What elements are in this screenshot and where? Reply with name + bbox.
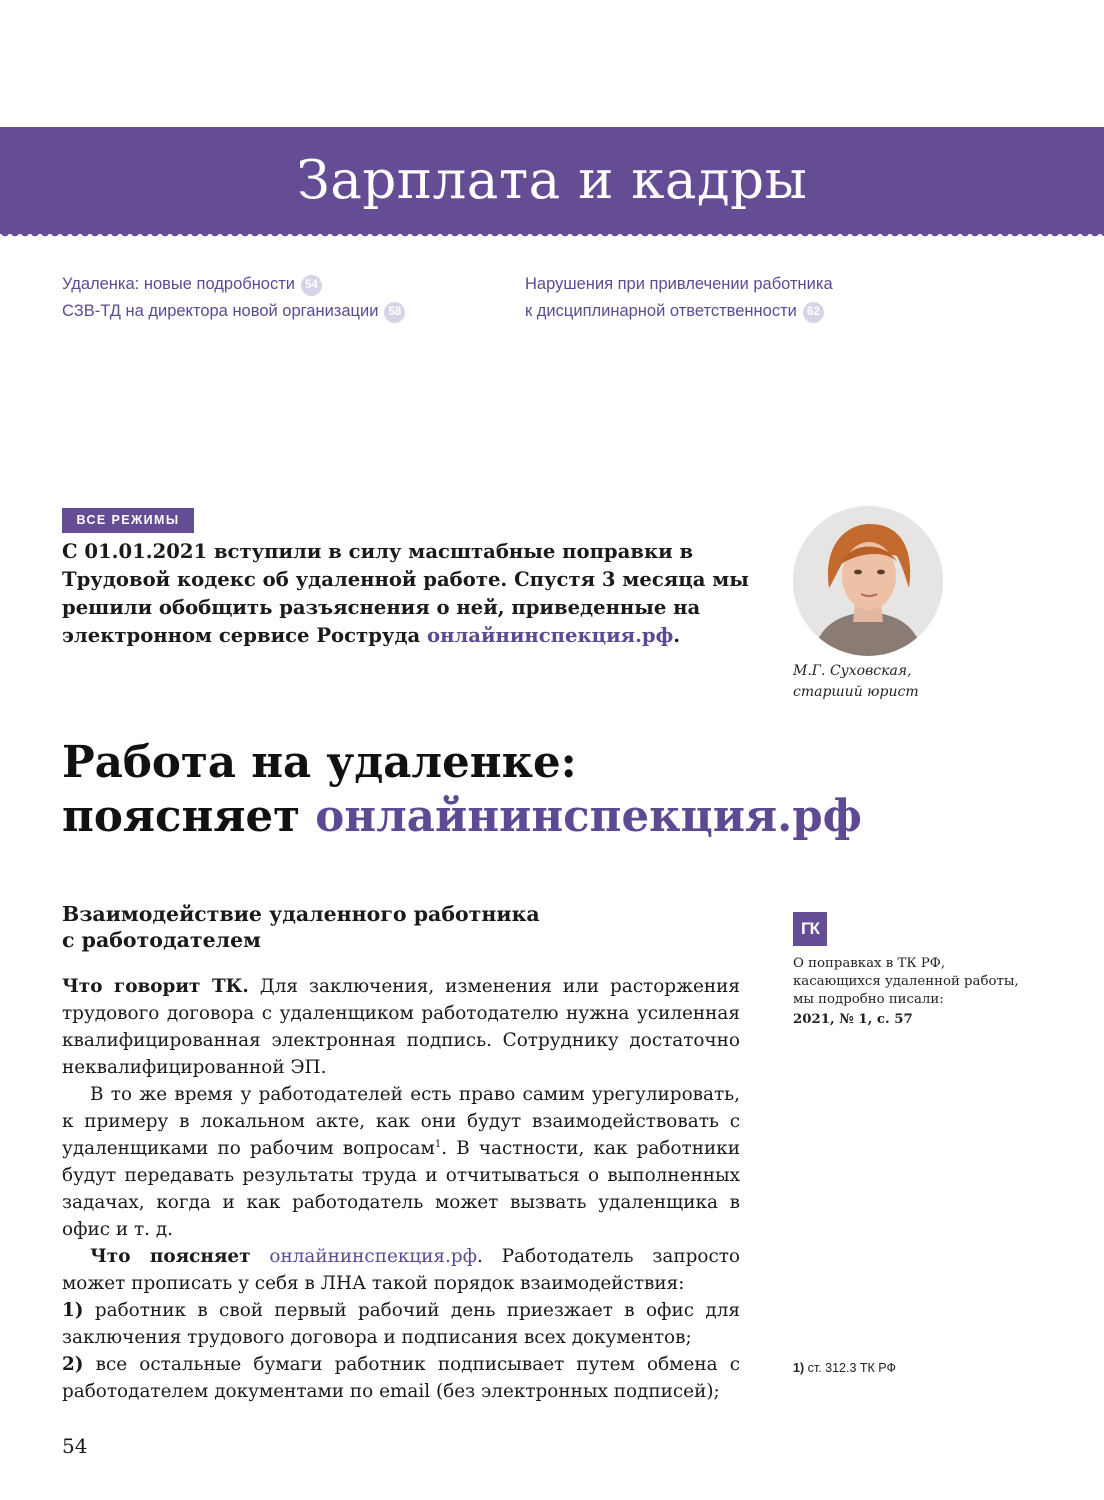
toc-item-label: Нарушения при привлечении работника <box>525 275 833 293</box>
gk-logo-icon: ГК <box>793 912 827 946</box>
paragraph-text: . В частности, как работники будут передавать результаты труда и отчитываться о выполненных задачах, когда и как работодатель может вызвать удаленщика в офис и т. д. <box>62 1138 740 1240</box>
toc-item-label: СЗВ-ТД на директора новой организации <box>62 302 379 320</box>
author-portrait-icon <box>793 506 943 656</box>
paragraph-text: Для заключения, изменения или расторжения трудового договора с удаленщиком работодателю нужна усиленная квалифицированная электронная подпись. Сотруднику достаточно неквалифицированной ЭП. <box>62 976 740 1078</box>
paragraph <box>62 1081 740 1243</box>
list-item <box>62 1351 740 1405</box>
author-caption <box>793 661 993 703</box>
subheading-line1: Взаимодействие удаленного работника <box>62 902 540 926</box>
toc-page-badge: 54 <box>301 275 322 296</box>
subheading-line2: с работодателем <box>62 928 261 952</box>
article-body <box>62 973 740 1405</box>
lead-link[interactable]: онлайнинспекция.рф <box>427 624 674 647</box>
paragraph-link[interactable]: онлайнинспекция.рф <box>269 1246 478 1267</box>
author-name: М.Г. Суховская, <box>793 663 912 679</box>
footnote-text: ст. 312.3 ТК РФ <box>804 1361 896 1375</box>
toc-item-remote-work[interactable] <box>62 273 322 296</box>
toc-page-badge: 58 <box>384 302 405 323</box>
footnote <box>793 1360 1033 1376</box>
paragraph-text: . Работодатель запросто может прописать у себя в ЛНА такой порядок взаимодействия: <box>62 1246 740 1294</box>
lead-paragraph <box>62 538 762 650</box>
article-title-link[interactable]: онлайнинспекция.рф <box>315 791 862 842</box>
toc-page-badge: 62 <box>803 302 824 323</box>
section-banner <box>0 127 1104 234</box>
article-title-line1: Работа на удаленке: <box>62 737 577 788</box>
page-number: 54 <box>62 1434 88 1458</box>
toc-item-szv-td[interactable] <box>62 300 405 323</box>
paragraph-lead: Что говорит ТК. <box>62 976 249 997</box>
lead-end: . <box>673 624 681 647</box>
paragraph <box>62 973 740 1081</box>
category-tag: ВСЕ РЕЖИМЫ <box>62 508 194 533</box>
sidebar-note <box>793 955 1033 1029</box>
list-item-number: 1) <box>62 1300 84 1321</box>
list-item-text: работник в свой первый рабочий день приезжает в офис для заключения трудового договора и подписания всех документов; <box>62 1300 740 1348</box>
paragraph <box>62 1243 740 1297</box>
article-title <box>62 736 1022 844</box>
paragraph-lead: Что поясняет <box>90 1246 251 1267</box>
sidebar-note-text: О поправках в ТК РФ, касающихся удаленной работы, мы подробно писали: <box>793 956 1019 1007</box>
footnote-marker[interactable]: 1 <box>434 1139 442 1150</box>
toc-item-label: к дисциплинарной ответственности <box>525 302 797 320</box>
footnote-number: 1) <box>793 1361 805 1375</box>
section-title: Зарплата и кадры <box>296 150 808 211</box>
sidebar-reference[interactable]: 2021, № 1, с. 57 <box>793 1012 913 1027</box>
toc-item-label: Удаленка: новые подробности <box>62 275 296 293</box>
section-subheading <box>62 901 662 953</box>
list-item-number: 2) <box>62 1354 84 1375</box>
paragraph-text: В то же время у работодателей есть право самим урегулировать, к примеру в локальном акте, как они будут взаимодействовать с удаленщиками по рабочим вопросам <box>62 1084 740 1159</box>
toc-item-discipline[interactable] <box>525 273 833 323</box>
author-position: старший юрист <box>793 684 919 700</box>
list-item <box>62 1297 740 1351</box>
list-item-text: все остальные бумаги работник подписывает путем обмена с работодателем документами по email (без электронных подписей); <box>62 1354 740 1402</box>
lead-text: С 01.01.2021 вступили в силу масштабные поправки в Трудовой кодекс об удаленной работе. Спустя 3 месяца мы решили обобщить разъяснения о ней, приведенные на электронном сервисе Роструда <box>62 540 749 647</box>
author-photo <box>793 506 943 656</box>
article-title-prefix: поясняет <box>62 791 301 842</box>
